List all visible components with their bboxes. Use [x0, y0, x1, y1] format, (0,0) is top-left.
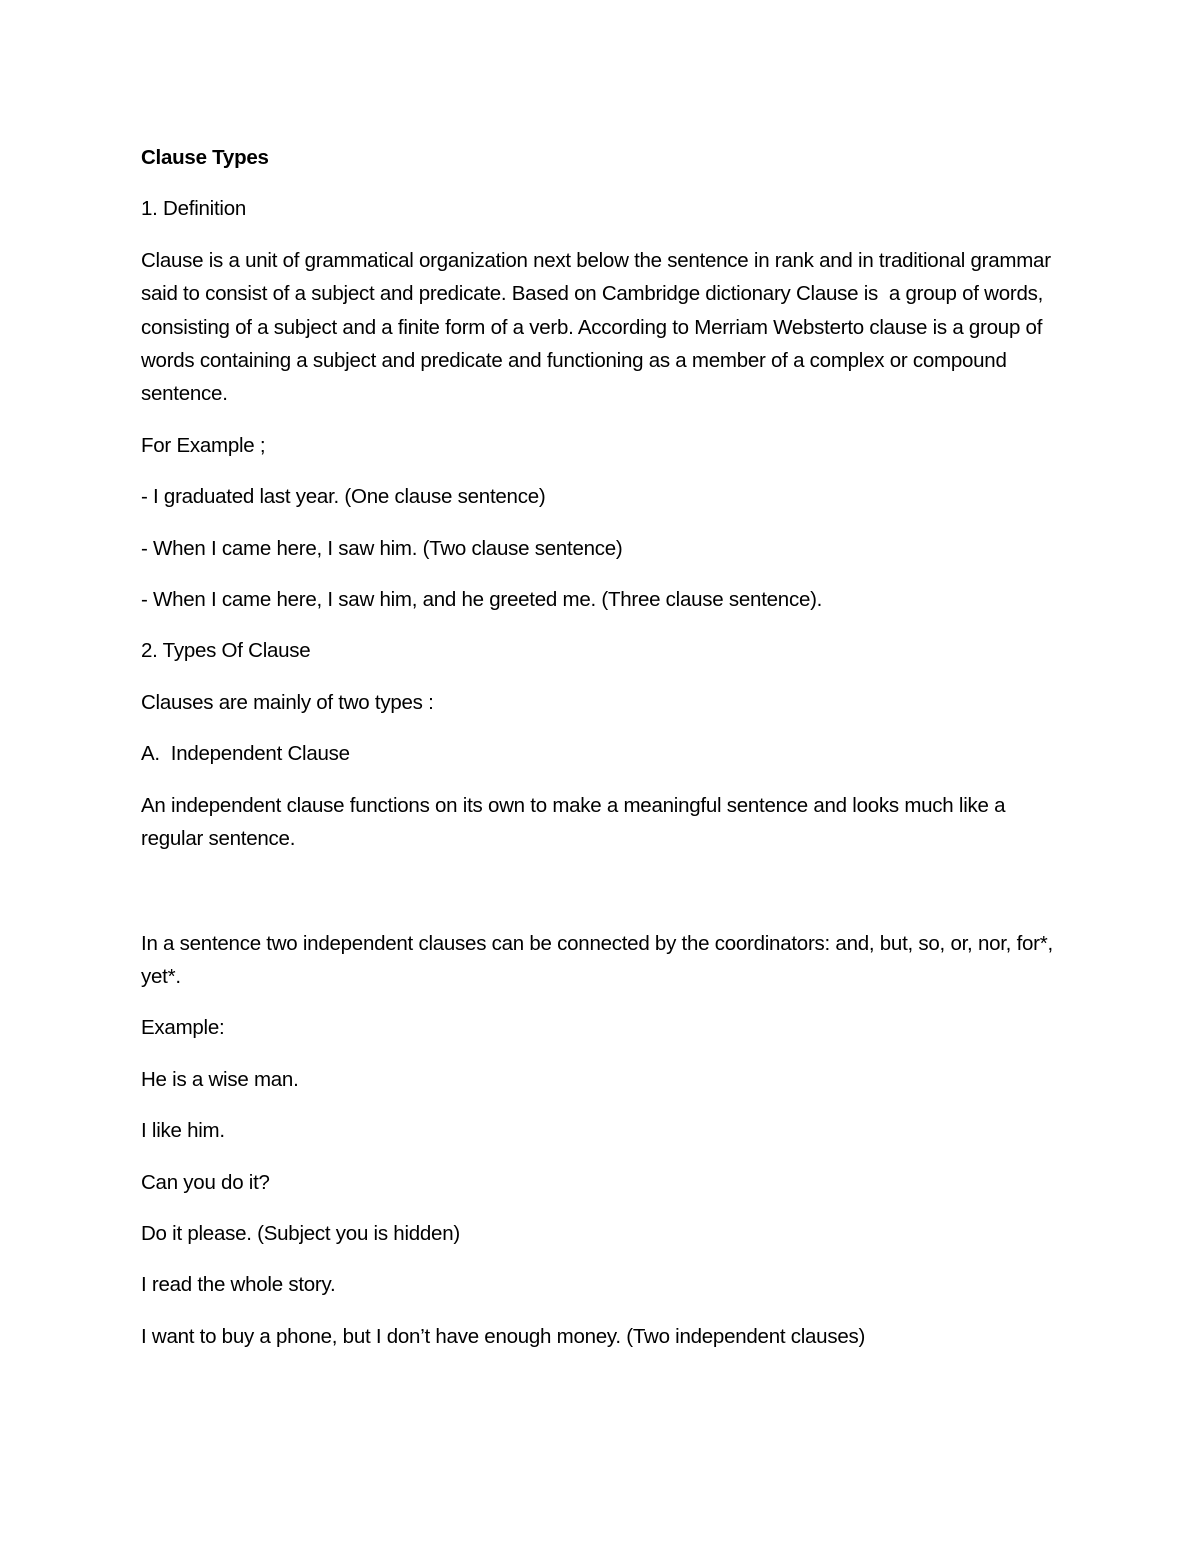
document-body	[141, 141, 1061, 1371]
types-intro: Clauses are mainly of two types :	[141, 690, 434, 714]
definition-paragraph: Clause is a unit of grammatical organization next below the sentence in rank and in traditional grammar said to consist of a subject and predicate. Based on Cambridge dictionary Clause is a group of words, consisting of a subject and a finite form of a verb. According to Merriam Websterto clause is a group of words containing a subject and predicate and functioning as a member of a complex or compound sentence.	[141, 248, 1057, 406]
independent-example: I read the whole story.	[141, 1273, 336, 1297]
coordinators-paragraph: In a sentence two independent clauses can be connected by the coordinators: and, but, so, or, nor, for*, yet*.	[141, 931, 1059, 988]
independent-example: I want to buy a phone, but I don’t have enough money. (Two independent clauses)	[141, 1324, 866, 1348]
independent-example: I like him.	[141, 1119, 225, 1143]
for-example-label: For Example ;	[141, 433, 266, 457]
example-item: - When I came here, I saw him, and he greeted me. (Three clause sentence).	[141, 588, 823, 612]
example-item: - I graduated last year. (One clause sentence)	[141, 485, 546, 509]
subsection-heading-independent: A. Independent Clause	[141, 742, 350, 766]
blank-line	[141, 874, 1061, 927]
independent-description: An independent clause functions on its own to make a meaningful sentence and looks much like a regular sentence.	[141, 793, 1011, 851]
section-heading-definition: 1. Definition	[141, 197, 247, 221]
independent-example: He is a wise man.	[141, 1067, 299, 1091]
example-item: - When I came here, I saw him. (Two clause sentence)	[141, 536, 623, 560]
document-title: Clause Types	[141, 146, 269, 169]
section-heading-types: 2. Types Of Clause	[141, 639, 311, 663]
independent-example: Can you do it?	[141, 1170, 270, 1194]
independent-example: Do it please. (Subject you is hidden)	[141, 1221, 460, 1245]
example-label: Example:	[141, 1016, 225, 1040]
